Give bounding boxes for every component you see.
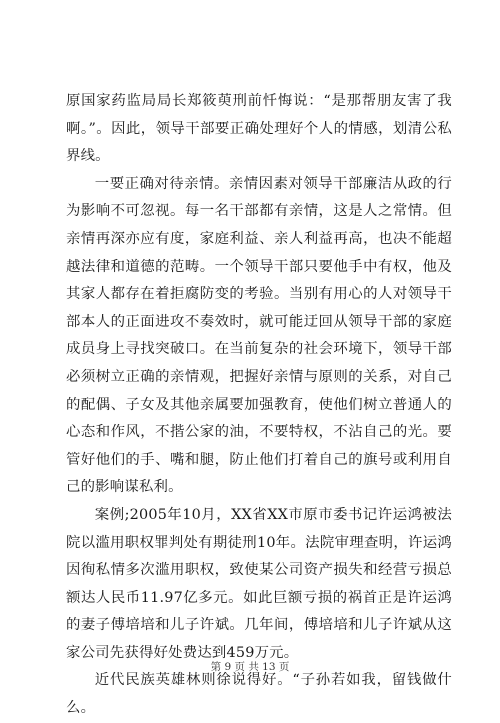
page-number-footer: 第 9 页 共 13 页 xyxy=(210,661,290,673)
paragraph-family-affection: 一要正确对待亲情。亲情因素对领导干部廉洁从政的行为影响不可忽视。每一名干部都有亲情，这是人之常情。但亲情再深亦应有度，家庭利益、亲人利益再高，也决不能超越法律和道德的范畴。一个领导干部只要他手中有权，他及其家人都存在着拒腐防变的考验。当别有用心的人对领导干部本人的正面进攻不奏效时，就可能迂回从领导干部的家庭成员身上寻找突破口。在当前复杂的社会环境下，领导干部必须树立正确的亲情观，把握好亲情与原则的关系，对自己的配偶、子女及其他亲属要加强教育，使他们树立普通人的心态和作风，不揩公家的油，不要特权，不沾自己的光。要管好他们的手、嘴和腿，防止他们打着自己的旗号或利用自己的影响谋私利。 xyxy=(66,175,452,496)
paragraph-case-study: 案例;2005年10月，XX省XX市原市委书记许运鸿被法院以滥用职权罪判处有期徒刑10年。法院审理查明，许运鸿因徇私情多次滥用职权，致使某公司资产损失和经营亏损总额达人民币11.97亿多元。如此巨额亏损的祸首正是许运鸿的妻子傅培培和儿子许斌。几年间，傅培培和儿子许斌从这家公司先获得好处费达到459万元。 xyxy=(66,506,452,661)
document-body xyxy=(66,88,452,723)
paragraph-opening-continuation: 原国家药监局局长郑筱萸刑前忏悔说：“是那帮朋友害了我啊。”。因此，领导干部要正确处理好个人的情感，划清公私界线。 xyxy=(66,93,452,165)
paragraph-lin-zexu-quote: 近代民族英雄林则徐说得好。“子孙若如我，留钱做什么。 xyxy=(66,672,452,717)
